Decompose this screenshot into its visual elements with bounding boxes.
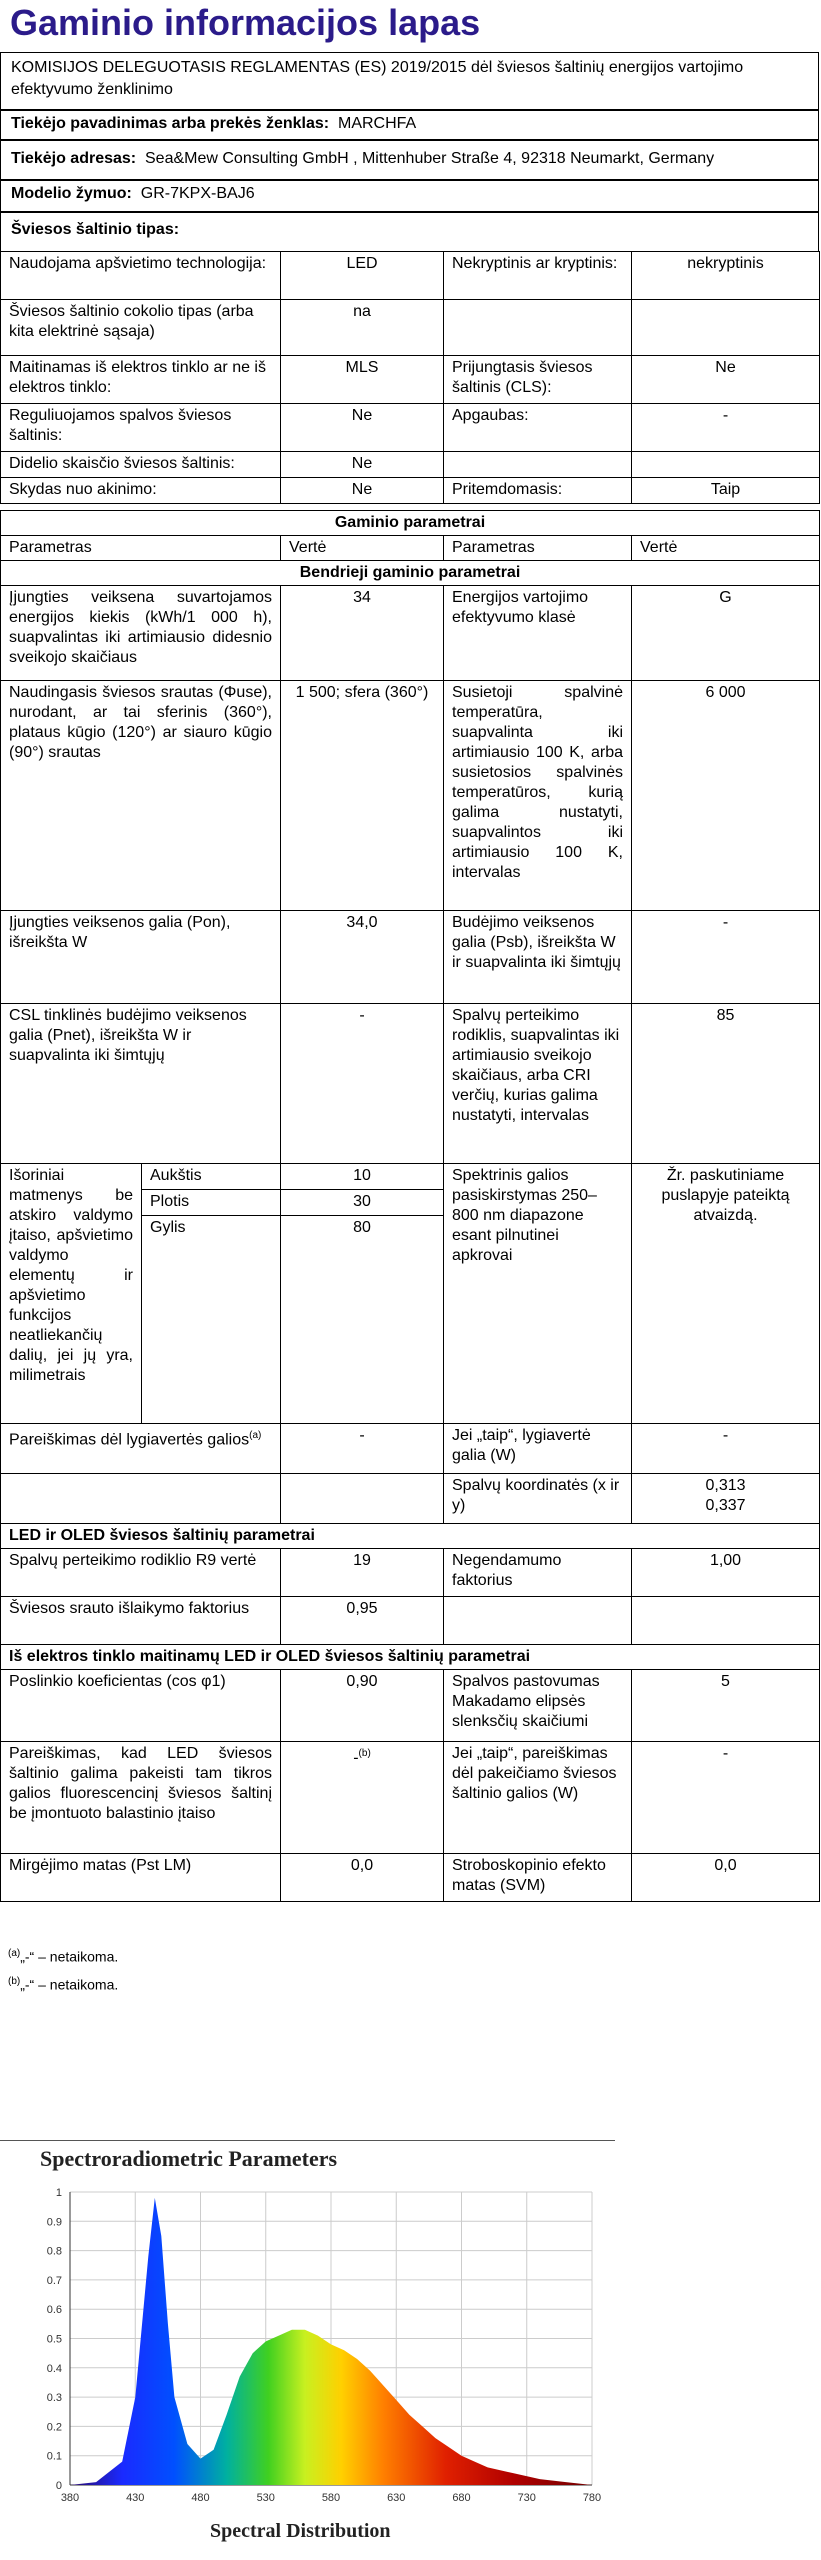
address-row xyxy=(0,140,819,180)
section-title: Iš elektros tinklo maitinamų LED ir OLED šviesos šaltinių parametrai xyxy=(1,1645,820,1670)
dimension-value: 80 xyxy=(281,1216,444,1424)
type-param: Prijungtasis šviesos šaltinis (CLS): xyxy=(444,356,632,404)
product-parameters-table xyxy=(0,510,820,1902)
address-label: Tiekėjo adresas: xyxy=(11,150,137,167)
dimension-value: 10 xyxy=(281,1164,444,1190)
table-row xyxy=(1,911,820,1004)
param-value: -$^{(b)}$ xyxy=(281,1742,444,1854)
y-tick-label: 0.6 xyxy=(46,2304,62,2317)
x-tick-label: 580 xyxy=(321,2492,341,2504)
param-label: Jei „taip“, pareiškimas dėl pakeičiamo šviesos šaltinio galios (W) xyxy=(444,1742,632,1854)
coords-value: 0,313 0,337 xyxy=(632,1474,820,1524)
param-label: Įjungties veiksena suvartojamos energijos kiekis (kWh/1 000 h), suapvalintas iki artimiausio didesnio sveikojo skaičiaus xyxy=(1,586,281,681)
param-value: - xyxy=(281,1004,444,1164)
param-value: 1 500; sfera (360°) xyxy=(281,681,444,911)
model-label: Modelio žymuo: xyxy=(11,185,132,202)
type-param: Skydas nuo akinimo: xyxy=(1,478,281,504)
type-value: LED xyxy=(281,252,444,300)
param-label: CSL tinklinės budėjimo veiksenos galia (Pnet), išreikšta W ir suapvalinta iki šimtųjų xyxy=(1,1004,281,1164)
type-param: Reguliuojamos spalvos šviesos šaltinis: xyxy=(1,404,281,452)
param-label: Spalvų perteikimo rodiklis, suapvalintas iki artimiausio sveikojo skaičiaus, arba CRI verčių, kurias galima nustatyti, intervalas xyxy=(444,1004,632,1164)
param-value: G xyxy=(632,586,820,681)
param-value: - xyxy=(632,1742,820,1854)
type-value: Ne xyxy=(281,404,444,452)
section-title: Bendrieji gaminio parametrai xyxy=(1,561,820,586)
x-tick-label: 780 xyxy=(582,2492,602,2504)
table-row xyxy=(1,681,820,911)
section-title: Gaminio parametrai xyxy=(1,511,820,536)
param-label: Stroboskopinio efekto matas (SVM) xyxy=(444,1854,632,1902)
column-header: Parametras xyxy=(1,536,281,561)
param-value: - xyxy=(632,1424,820,1474)
y-tick-label: 0 xyxy=(55,2480,62,2492)
x-tick-label: 680 xyxy=(452,2492,471,2504)
column-header: Parametras xyxy=(444,536,632,561)
type-param xyxy=(444,452,632,478)
table-row xyxy=(1,356,820,404)
y-tick-label: 0.2 xyxy=(46,2421,62,2434)
supplier-row xyxy=(0,110,819,140)
param-value: 34,0 xyxy=(281,911,444,1004)
param-label: Mirgėjimo matas (Pst LM) xyxy=(1,1854,281,1902)
param-label: Naudingasis šviesos srautas (Φuse), nurodant, ar tai sferinis (360°), plataus kūgio (120°) ar siauro kūgio (90°) srautas xyxy=(1,681,281,911)
regulation-header: KOMISIJOS DELEGUOTASIS REGLAMENTAS (ES) 2019/2015 dėl šviesos šaltinių energijos vartojimo efektyvumo ženklinimo xyxy=(0,52,819,110)
spectral-value: Žr. paskutiniame puslapyje pateiktą atvaizdą. xyxy=(632,1164,820,1424)
type-value: nekryptinis xyxy=(632,252,820,300)
table-row xyxy=(1,452,820,478)
y-tick-label: 0.7 xyxy=(46,2274,62,2287)
chart-x-label: Spectral Distribution xyxy=(210,2520,391,2542)
light-source-type-table xyxy=(0,251,820,504)
type-param: Šviesos šaltinio cokolio tipas (arba kita elektrinė sąsaja) xyxy=(1,300,281,356)
param-value: 85 xyxy=(632,1004,820,1164)
table-row xyxy=(1,1854,820,1902)
param-value: 0,0 xyxy=(281,1854,444,1902)
table-row xyxy=(1,1164,820,1190)
type-value: - xyxy=(632,404,820,452)
type-value xyxy=(632,300,820,356)
param-label: Susietoji spalvinė temperatūra, suapvalinta iki artimiausio 100 K, arba susietosios spalvinės temperatūros, kurią galima nustatyti, suapvalintos iki artimiausio 100 K, intervalas xyxy=(444,681,632,911)
type-value: na xyxy=(281,300,444,356)
param-label: Poslinkio koeficientas (cos φ1) xyxy=(1,1670,281,1742)
chart-title: Spectroradiometric Parameters xyxy=(40,2146,338,2171)
param-value: 0,0 xyxy=(632,1854,820,1902)
dimension-value: 30 xyxy=(281,1190,444,1216)
type-param: Apgaubas: xyxy=(444,404,632,452)
table-row xyxy=(1,252,820,300)
x-tick-label: 530 xyxy=(256,2492,275,2504)
table-row xyxy=(1,1597,820,1645)
x-tick-label: 380 xyxy=(60,2492,80,2504)
param-value: 6 000 xyxy=(632,681,820,911)
y-tick-label: 1 xyxy=(55,2187,62,2199)
y-tick-label: 0.8 xyxy=(46,2245,62,2258)
type-value: Ne xyxy=(281,452,444,478)
y-tick-label: 0.3 xyxy=(46,2392,62,2405)
section-title: LED ir OLED šviesos šaltinių parametrai xyxy=(1,1524,820,1549)
y-tick-label: 0.1 xyxy=(46,2450,62,2463)
table-row xyxy=(1,1742,820,1854)
type-value: Ne xyxy=(281,478,444,504)
x-tick-label: 430 xyxy=(126,2492,145,2504)
y-tick-label: 0.4 xyxy=(46,2362,62,2375)
param-value: - xyxy=(632,911,820,1004)
x-ticks xyxy=(61,2492,601,2504)
type-value: MLS xyxy=(281,356,444,404)
type-value: Taip xyxy=(632,478,820,504)
page-title: Gaminio informacijos lapas xyxy=(10,2,481,43)
param-value: 0,90 xyxy=(281,1670,444,1742)
spectral-label: Spektrinis galios pasiskirstymas 250–800 nm diapazone esant pilnutinei apkrovai xyxy=(444,1164,632,1424)
type-param: Pritemdomasis: xyxy=(444,478,632,504)
param-label: Budėjimo veiksenos galia (Psb), išreikšta W ir suapvalinta iki šimtųjų xyxy=(444,911,632,1004)
param-label: Pareiškimas dėl lygiavertės galios$^{(a)}$ xyxy=(1,1424,281,1474)
param-label: Energijos vartojimo efektyvumo klasė xyxy=(444,586,632,681)
table-row xyxy=(1,478,820,504)
param-value: 5 xyxy=(632,1670,820,1742)
table-row xyxy=(1,586,820,681)
table-row xyxy=(1,300,820,356)
column-header: Vertė xyxy=(281,536,444,561)
type-value: Ne xyxy=(632,356,820,404)
param-value: 34 xyxy=(281,586,444,681)
type-param: Didelio skaisčio šviesos šaltinis: xyxy=(1,452,281,478)
type-param: Maitinamas iš elektros tinklo ar ne iš elektros tinklo: xyxy=(1,356,281,404)
param-label: Spalvos pastovumas Makadamo elipsės slenksčių skaičiumi xyxy=(444,1670,632,1742)
table-row xyxy=(1,404,820,452)
param-label: Pareiškimas, kad LED šviesos šaltinio galima pakeisti tam tikros galios fluorescencinį šviesos šaltinį be įmontuoto balastinio įtaiso xyxy=(1,1742,281,1854)
table-row xyxy=(1,1670,820,1742)
type-value xyxy=(632,452,820,478)
table-row xyxy=(1,1549,820,1597)
spectral-distribution-chart xyxy=(0,2140,621,2560)
param-label: Spalvų perteikimo rodiklio R9 vertė xyxy=(1,1549,281,1597)
param-label: Įjungties veiksenos galia (Pon), išreikšta W xyxy=(1,911,281,1004)
param-label: Negendamumo faktorius xyxy=(444,1549,632,1597)
param-value: 0,95 xyxy=(281,1597,444,1645)
param-value: 19 xyxy=(281,1549,444,1597)
param-label: Šviesos srauto išlaikymo faktorius xyxy=(1,1597,281,1645)
type-param xyxy=(444,300,632,356)
table-row xyxy=(1,1474,820,1524)
x-tick-label: 480 xyxy=(191,2492,210,2504)
footnote-a: $^{(a)}$„-“ – netaikoma. xyxy=(8,1948,119,1965)
param-value: - xyxy=(281,1424,444,1474)
coords-label: Spalvų koordinatės (x ir y) xyxy=(444,1474,632,1524)
type-title: Šviesos šaltinio tipas: xyxy=(0,212,819,252)
type-param: Nekryptinis ar kryptinis: xyxy=(444,252,632,300)
param-value xyxy=(632,1597,820,1645)
column-header: Vertė xyxy=(632,536,820,561)
type-param: Naudojama apšvietimo technologija: xyxy=(1,252,281,300)
supplier-value: MARCHFA xyxy=(337,115,417,132)
table-row xyxy=(1,1004,820,1164)
footnote-b: $^{(b)}$„-“ – netaikoma. xyxy=(8,1976,119,1993)
param-label: Jei „taip“, lygiavertė galia (W) xyxy=(444,1424,632,1474)
model-value: GR-7KPX-BAJ6 xyxy=(140,185,255,202)
x-tick-label: 730 xyxy=(517,2492,536,2504)
model-row xyxy=(0,180,819,212)
dimension-name: Plotis xyxy=(142,1190,281,1216)
dimension-name: Aukštis xyxy=(142,1164,281,1190)
address-value: Sea&Mew Consulting GmbH , Mittenhuber Straße 4, 92318 Neumarkt, Germany xyxy=(145,150,715,167)
y-ticks xyxy=(47,2187,62,2492)
dimensions-label: Išoriniai matmenys be atskiro valdymo įtaiso, apšvietimo valdymo elementų ir apšvietimo funkcijos neatliekančių dalių, jei jų yra, milimetrais xyxy=(1,1164,142,1424)
dimension-name: Gylis xyxy=(142,1216,281,1424)
x-tick-label: 630 xyxy=(387,2492,406,2504)
y-tick-label: 0.5 xyxy=(46,2333,62,2346)
table-row xyxy=(1,1424,820,1474)
supplier-label: Tiekėjo pavadinimas arba prekės ženklas: xyxy=(11,115,330,132)
param-label xyxy=(444,1597,632,1645)
y-tick-label: 0.9 xyxy=(46,2216,62,2229)
param-value: 1,00 xyxy=(632,1549,820,1597)
